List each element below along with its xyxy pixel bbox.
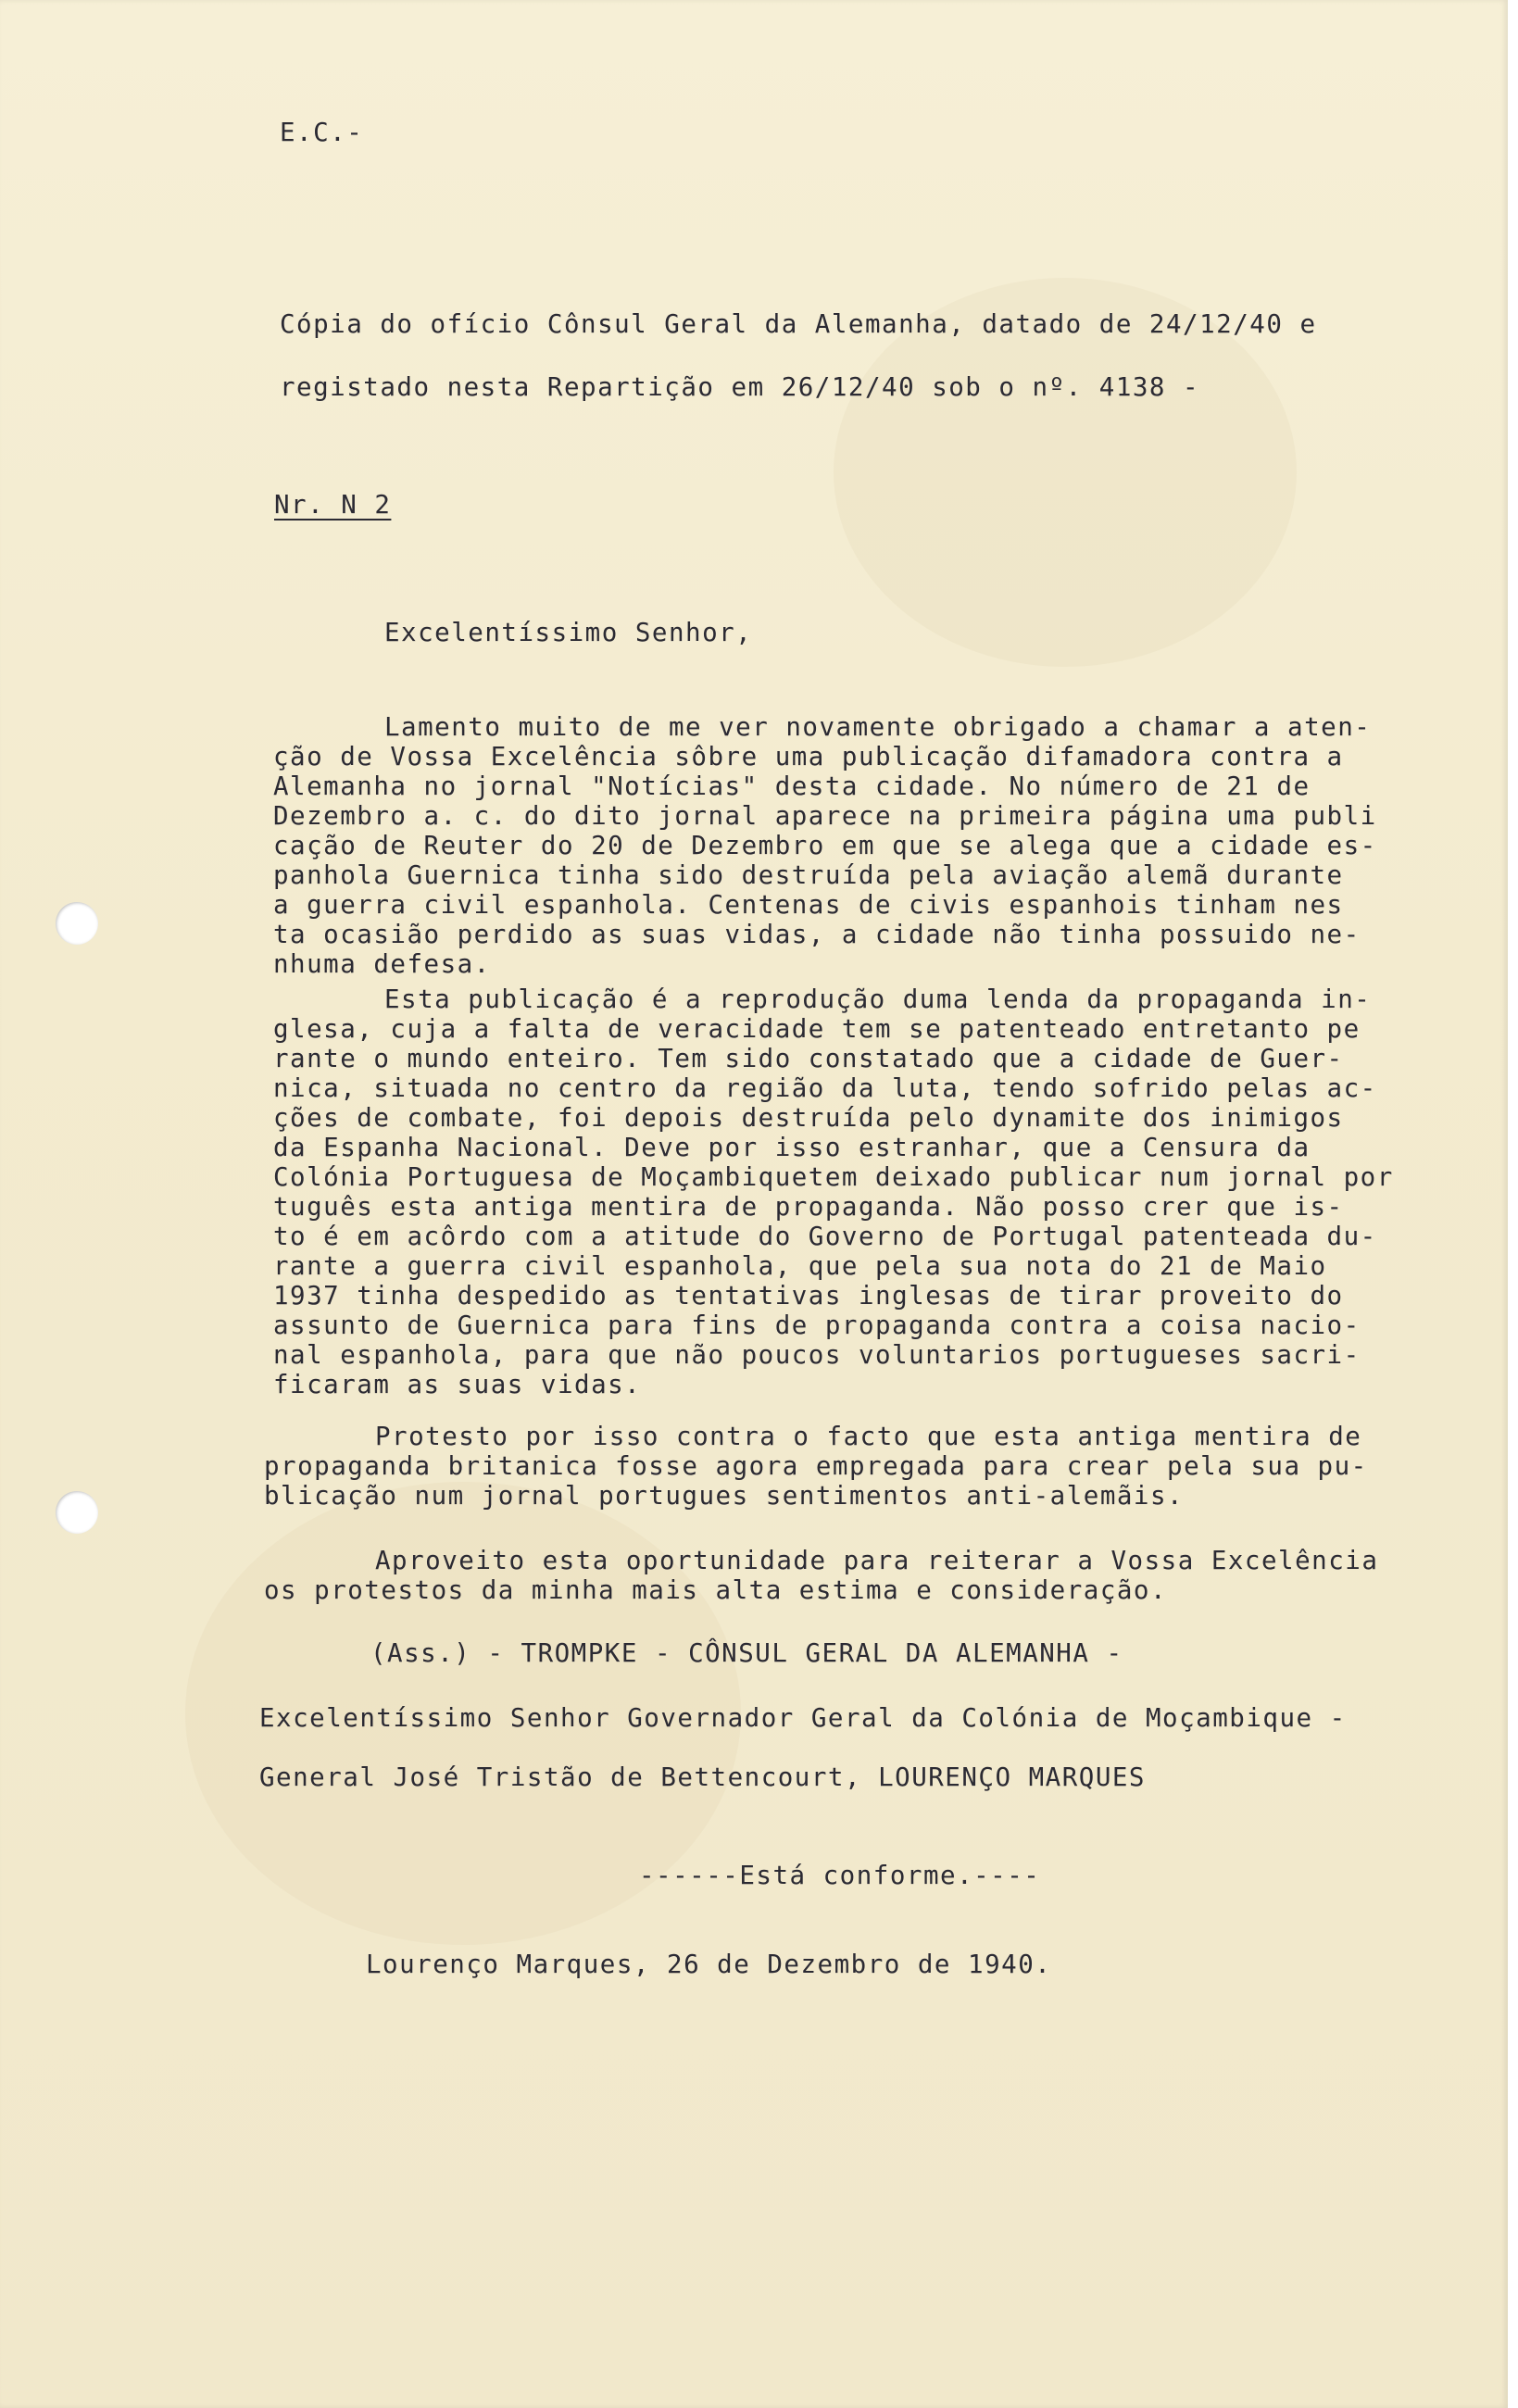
body-line: ção de Vossa Excelência sôbre uma publicação difamadora contra a	[273, 742, 1344, 771]
body-line: Alemanha no jornal "Notícias" desta cidade. No número de 21 de	[273, 771, 1311, 801]
body-line: to é em acôrdo com a atitude do Governo de Portugal patenteada du-	[273, 1222, 1377, 1251]
body-line: Colónia Portuguesa de Moçambiquetem deixado publicar num jornal por	[273, 1162, 1394, 1192]
body-line: ta ocasião perdido as suas vidas, a cidade não tinha possuido ne-	[273, 920, 1361, 949]
title-line: Cópia do ofício Cônsul Geral da Alemanha, datado de 24/12/40 e	[280, 309, 1317, 339]
body-line: Lamento muito de me ver novamente obrigado a chamar a aten-	[384, 712, 1372, 742]
body-line: ções de combate, foi depois destruída pelo dynamite dos inimigos	[273, 1103, 1344, 1133]
body-line: nica, situada no centro da região da luta, tendo sofrido pelas ac-	[273, 1073, 1377, 1103]
body-line: da Espanha Nacional. Deve por isso estranhar, que a Censura da	[273, 1133, 1311, 1162]
body-line: ficaram as suas vidas.	[273, 1370, 642, 1399]
body-line: panhola Guernica tinha sido destruída pela aviação alemã durante	[273, 860, 1344, 890]
body-line: rante o mundo enteiro. Tem sido constatado que a cidade de Guer-	[273, 1044, 1344, 1073]
addressee-line: General José Tristão de Bettencourt, LOURENÇO MARQUES	[259, 1762, 1146, 1792]
place-date-line: Lourenço Marques, 26 de Dezembro de 1940.	[366, 1950, 1052, 1979]
body-line: Aproveito esta oportunidade para reiterar a Vossa Excelência	[375, 1546, 1379, 1575]
signature-line: (Ass.) - TROMPKE - CÔNSUL GERAL DA ALEMANHA -	[370, 1638, 1123, 1668]
body-line: 1937 tinha despedido as tentativas inglesas de tirar proveito do	[273, 1281, 1344, 1311]
body-line: nhuma defesa.	[273, 949, 491, 979]
body-line: Protesto por isso contra o facto que esta antiga mentira de	[375, 1422, 1362, 1451]
punch-hole	[56, 902, 98, 945]
salutation: Excelentíssimo Senhor,	[384, 618, 753, 647]
body-line: Dezembro a. c. do dito jornal aparece na primeira página uma publi	[273, 801, 1377, 831]
body-line: blicação num jornal portugues sentimentos anti-alemãis.	[264, 1481, 1185, 1511]
body-line: assunto de Guernica para fins de propaganda contra a coisa nacio-	[273, 1311, 1361, 1340]
title-line: registado nesta Repartição em 26/12/40 sob o nº. 4138 -	[280, 372, 1200, 402]
punch-hole	[56, 1491, 98, 1534]
body-line: tuguês esta antiga mentira de propaganda. Não posso crer que is-	[273, 1192, 1344, 1222]
body-line: rante a guerra civil espanhola, que pela sua nota do 21 de Maio	[273, 1251, 1327, 1281]
header-ec: E.C.-	[280, 118, 364, 147]
body-line: nal espanhola, para que não poucos voluntarios portugueses sacri-	[273, 1340, 1361, 1370]
body-line: glesa, cuja a falta de veracidade tem se patenteado entretanto pe	[273, 1014, 1361, 1044]
body-line: cação de Reuter do 20 de Dezembro em que se alega que a cidade es-	[273, 831, 1377, 860]
reference-number: Nr. N 2	[274, 490, 392, 520]
certification-line: ------Está conforme.----	[639, 1861, 1041, 1890]
body-line: Esta publicação é a reprodução duma lenda da propaganda in-	[384, 985, 1372, 1014]
body-line: os protestos da minha mais alta estima e consideração.	[264, 1575, 1168, 1605]
addressee-line: Excelentíssimo Senhor Governador Geral da Colónia de Moçambique -	[259, 1703, 1347, 1733]
body-line: propaganda britanica fosse agora empregada para crear pela sua pu-	[264, 1451, 1368, 1481]
body-line: a guerra civil espanhola. Centenas de civis espanhois tinham nes	[273, 890, 1344, 920]
